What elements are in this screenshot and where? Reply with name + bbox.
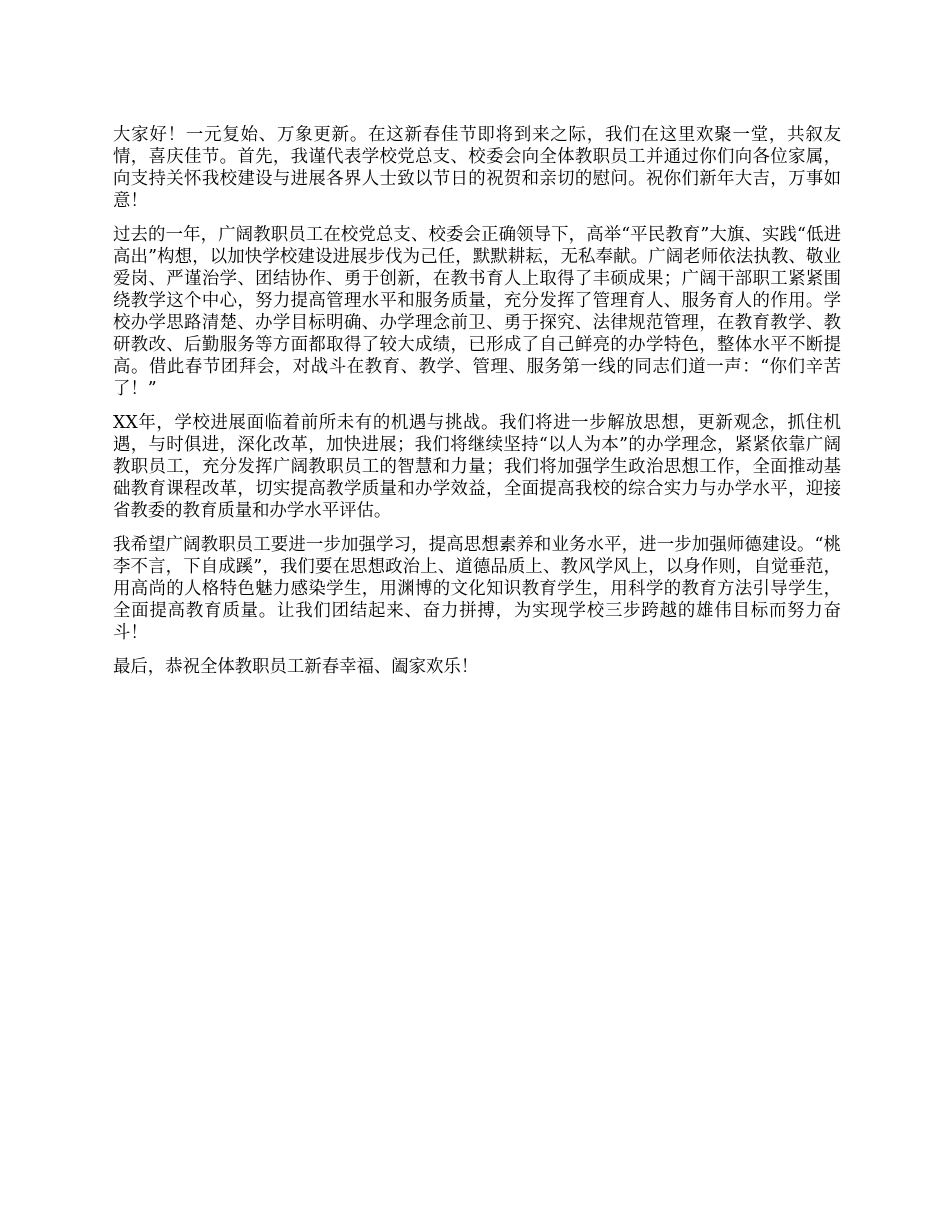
paragraph-hopes: 我希望广阔教职员工要进一步加强学习，提高思想素养和业务水平，进一步加强师德建设。“桃李不言，下自成蹊”，我们要在思想政治上、道德品质上、教风学风上，以身作则，自觉垂范，用高尚的人格特色魅力感染学生，用渊博的文化知识教育学生，用科学的教育方法引导学生，全面提高教育质量。让我们团结起来、奋力拼搏，为实现学校三步跨越的雄伟目标而努力奋斗！ — [113, 535, 841, 643]
paragraph-outlook: XX年，学校进展面临着前所未有的机遇与挑战。我们将进一步解放思想，更新观念，抓住机遇，与时俱进，深化改革，加快进展；我们将继续坚持“以人为本”的办学理念，紧紧依靠广阔教职员工，充分发挥广阔教职员工的智慧和力量；我们将加强学生政治思想工作，全面推动基础教育课程改革，切实提高教学质量和办学效益，全面提高我校的综合实力与办学水平，迎接省教委的教育质量和办学水平评估。 — [113, 413, 841, 521]
paragraph-closing: 最后，恭祝全体教职员工新春幸福、阖家欢乐！ — [113, 657, 479, 677]
document-body — [113, 124, 841, 690]
paragraph-review: 过去的一年，广阔教职员工在校党总支、校委会正确领导下，高举“平民教育”大旗、实践“低进高出”构想，以加快学校建设进展步伐为己任，默默耕耘，无私奉献。广阔老师依法执教、敬业爱岗、严谨治学、团结协作、勇于创新，在教书育人上取得了丰硕成果；广阔干部职工紧紧围绕教学这个中心，努力提高管理水平和服务质量，充分发挥了管理育人、服务育人的作用。学校办学思路清楚、办学目标明确、办学理念前卫、勇于探究、法律规范管理，在教育教学、教研教改、后勤服务等方面都取得了较大成绩，已形成了自己鲜亮的办学特色，整体水平不断提高。借此春节团拜会，对战斗在教育、教学、管理、服务第一线的同志们道一声：“你们辛苦了！” — [113, 225, 841, 399]
paragraph-greeting: 大家好！一元复始、万象更新。在这新春佳节即将到来之际，我们在这里欢聚一堂，共叙友情，喜庆佳节。首先，我谨代表学校党总支、校委会向全体教职员工并通过你们向各位家属，向支持关怀我校建设与进展各界人士致以节日的祝贺和亲切的慰问。祝你们新年大吉，万事如意！ — [113, 125, 841, 211]
